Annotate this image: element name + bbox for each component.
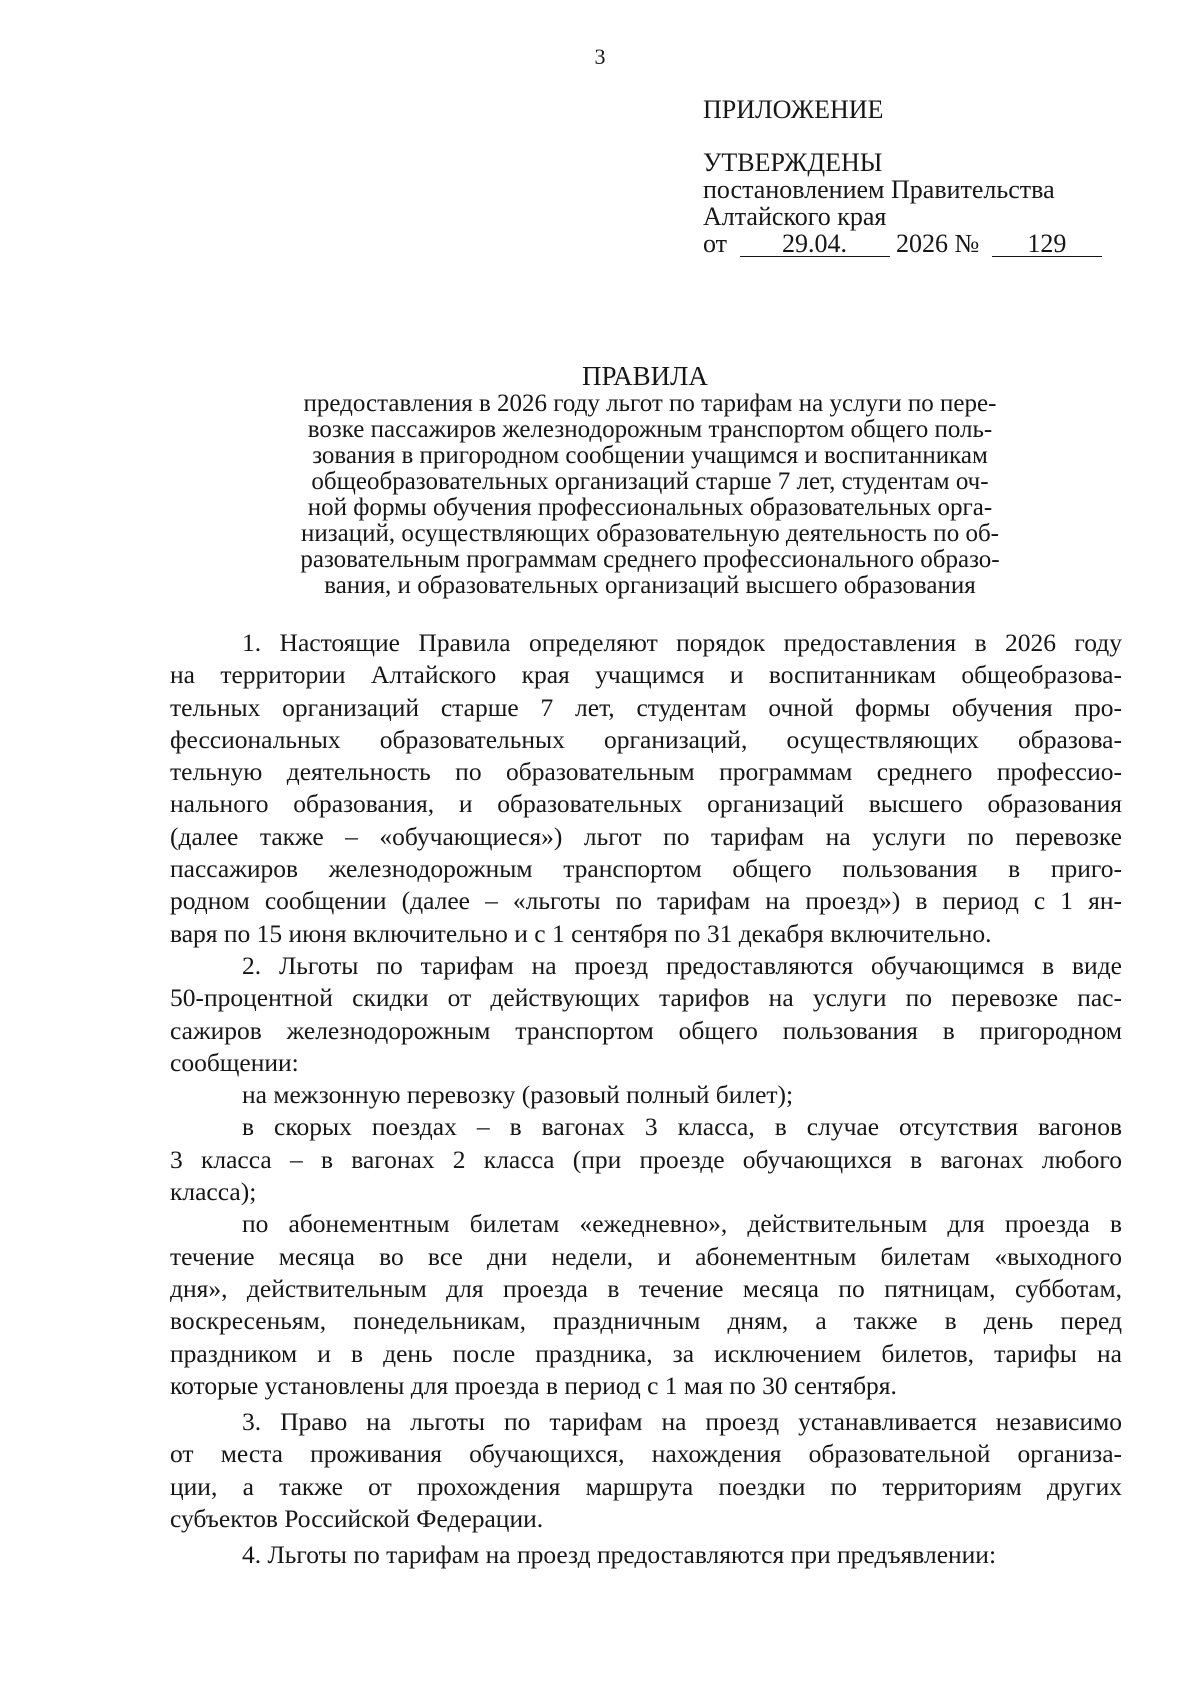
approval-block	[703, 96, 1102, 257]
approval-line-1: постановлением Правительства	[703, 175, 1055, 204]
paragraph-1-line: пассажиров железнодорожным транспортом общего пользования в приго-	[170, 854, 1122, 884]
approval-number: 129	[992, 232, 1102, 257]
approval-date: 29.04.	[740, 232, 890, 257]
list-item-season-tickets: которые установлены для проезда в период с 1 мая по 30 сентября.	[170, 1370, 897, 1400]
list-item-season-tickets: праздником и в день после праздника, за исключением билетов, тарифы на	[170, 1338, 1122, 1368]
list-item-season-tickets: дня», действительным для проезда в течение месяца по пятницам, субботам,	[170, 1273, 1122, 1303]
appendix-label: ПРИЛОЖЕНИЕ	[703, 95, 884, 124]
approval-date-line	[703, 230, 1102, 257]
paragraph-1-line: тельных организаций старше 7 лет, студентам очной формы обучения про-	[170, 692, 1122, 722]
paragraph-1-line: нального образования, и образовательных организаций высшего образования	[170, 789, 1122, 819]
list-item-express: в скорых поездах – в вагонах 3 класса, в случае отсутствия вагонов	[242, 1112, 1122, 1142]
paragraph-1-line: варя по 15 июня включительно и с 1 сентября по 31 декабря включительно.	[170, 918, 992, 948]
paragraph-2-line: сажиров железнодорожным транспортом общего пользования в пригородном	[170, 1015, 1122, 1045]
subtitle-line: зования в пригородном сообщении учащимся и воспитанникам	[312, 442, 988, 469]
list-item-express: 3 класса – в вагонах 2 класса (при проезде обучающихся в вагонах любого	[170, 1144, 1122, 1174]
paragraph-1-line: фессиональных образовательных организаций, осуществляющих образова-	[170, 724, 1122, 754]
subtitle-line: предоставления в 2026 году льгот по тарифам на услуги по пере-	[303, 390, 997, 417]
doc-title: ПРАВИЛА	[582, 361, 708, 391]
list-item-season-tickets: воскресеньям, понедельникам, праздничным дням, а также в день перед	[170, 1306, 1122, 1336]
subtitle-line: возке пассажиров железнодорожным транспортом общего поль-	[307, 416, 993, 443]
subtitle-line: разовательным программам среднего профессионального образо-	[300, 546, 1000, 573]
paragraph-1-line: (далее также – «обучающиеся») льгот по тарифам на услуги по перевозке	[170, 821, 1122, 851]
paragraph-1-line: 1. Настоящие Правила определяют порядок предоставления в 2026 году	[242, 628, 1122, 657]
paragraph-3-line: 3. Право на льготы по тарифам на проезд устанавливается независимо	[242, 1407, 1122, 1437]
from-label: от	[703, 229, 728, 258]
paragraph-4-line: 4. Льготы по тарифам на проезд предоставляются при предъявлении:	[242, 1540, 997, 1570]
approval-year: 2026 №	[896, 229, 980, 258]
subtitle-line: ной формы обучения профессиональных образовательных орга-	[307, 494, 993, 521]
list-item-intercity: на межзонную перевозку (разовый полный билет);	[242, 1080, 794, 1110]
paragraph-1-line: на территории Алтайского края учащимся и воспитанникам общеобразова-	[170, 660, 1122, 690]
page-number: 3	[594, 44, 606, 69]
subtitle-line: вания, и образовательных организаций высшего образования	[324, 572, 976, 599]
doc-body	[170, 627, 1122, 1572]
paragraph-3-line: субъектов Российской Федерации.	[170, 1504, 544, 1534]
subtitle-line: общеобразовательных организаций старше 7 лет, студентам оч-	[311, 468, 989, 495]
doc-subtitle	[240, 391, 1060, 599]
list-item-season-tickets: по абонементным билетам «ежедневно», действительным для проезда в	[242, 1209, 1122, 1239]
paragraph-3-line: ции, а также от прохождения маршрута поездки по территориям других	[170, 1471, 1122, 1501]
paragraph-2-line: 50-процентной скидки от действующих тарифов на услуги по перевозке пас-	[170, 983, 1122, 1013]
list-item-express: класса);	[170, 1177, 257, 1207]
subtitle-line: низаций, осуществляющих образовательную деятельность по об-	[301, 520, 999, 547]
paragraph-1-line: тельную деятельность по образовательным программам среднего профессио-	[170, 757, 1122, 787]
paragraph-1-line: родном сообщении (далее – «льготы по тарифам на проезд») в период с 1 ян-	[170, 886, 1122, 916]
list-item-season-tickets: течение месяца во все дни недели, и абонементным билетам «выходного	[170, 1241, 1122, 1271]
approved-label: УТВЕРЖДЕНЫ	[703, 148, 883, 177]
approval-line-2: Алтайского края	[703, 202, 887, 231]
paragraph-2-line: сообщении:	[170, 1047, 299, 1077]
paragraph-3-line: от места проживания обучающихся, нахождения образовательной организа-	[170, 1439, 1122, 1469]
paragraph-2-line: 2. Льготы по тарифам на проезд предоставляются обучающимся в виде	[242, 950, 1122, 980]
